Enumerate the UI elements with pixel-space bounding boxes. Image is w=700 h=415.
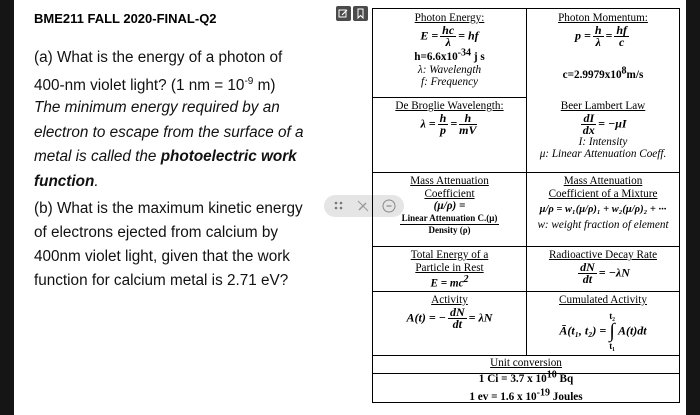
mass-attenuation-mixture-cell: Mass Attenuation Coefficient of a Mixture μ/ρ = w₁(μ/ρ)₁ + w₂(μ/ρ)₂ + ··· w: weight fraction of element [537, 175, 669, 231]
photon-momentum-cell: Photon Momentum: p = $\frac{h}{\lambda}$ = $\frac{hf}{c}$ $c=2.9979x10^8m/s$ [558, 12, 648, 82]
decay-rate-cell: Radioactive Decay Rate $\frac{dN}{dt}$ = −λN [548, 249, 658, 286]
image-toolbar [336, 6, 370, 24]
activity-cell: Activity A(t) = − $\frac{dN}{dt}$ = λN [406, 294, 493, 331]
question-a: (a) What is the energy of a photon of 400-nm violet light? (1 nm = $10^{-9}$ m) [34, 49, 283, 95]
unit-conversion-cell: Unit conversion 1 Ci = 3.7 x $10^{10}$ Bq 1 ev = 1.6 x $10^{-19}$ Joules [469, 357, 583, 404]
question-b: (b) What is the maximum kinetic energy of electrons ejected from calcium by 400nm violet light, given that the work function for calcium metal is 2.71 eV? [34, 200, 303, 289]
mass-attenuation-cell: Mass Attenuation Coefficient (μ/ρ) = $\frac{\text{Linear Attenuation C.(μ)}}{\text{Density (ρ)}}$ [401, 175, 498, 235]
pen-off-icon[interactable] [356, 199, 370, 218]
row-divider [373, 355, 679, 356]
de-broglie-cell: De Broglie Wavelength: λ = $\frac{h}{p}$ = $\frac{h}{mV}$ [395, 100, 504, 137]
row-divider [373, 291, 679, 292]
beer-lambert-cell: Beer Lambert Law $\frac{dI}{dx}$ = −μI I: Intensity μ: Linear Attenuation Coeff. [539, 100, 667, 160]
row-divider [373, 246, 679, 247]
edit-icon[interactable] [336, 6, 351, 21]
document-title: BME211 FALL 2020-FINAL-Q2 [34, 11, 217, 26]
bookmark-icon[interactable] [353, 6, 368, 21]
row-divider [373, 172, 679, 173]
cumulated-activity-cell: Cumulated Activity Ā(t₁, t₂) = t₂ ∫ t₁ A(t)dt [559, 294, 647, 351]
document-page [14, 0, 686, 415]
formula-sheet [372, 8, 680, 403]
row-divider [373, 97, 526, 98]
total-energy-cell: Total Energy of a Particle in Rest $E = mc^2$ [410, 249, 489, 290]
menu-icon[interactable] [332, 199, 346, 218]
photon-energy-cell: Photon Energy: E = $\frac{hc}{\lambda}$ = hf $h=6.6x10^{-34}$ j s λ: Wavelength f: Frequency [414, 12, 485, 89]
photoelectric-definition: The minimum energy required by an electron to escape from the surface of a metal is called the photoelectric work function. [34, 99, 304, 190]
